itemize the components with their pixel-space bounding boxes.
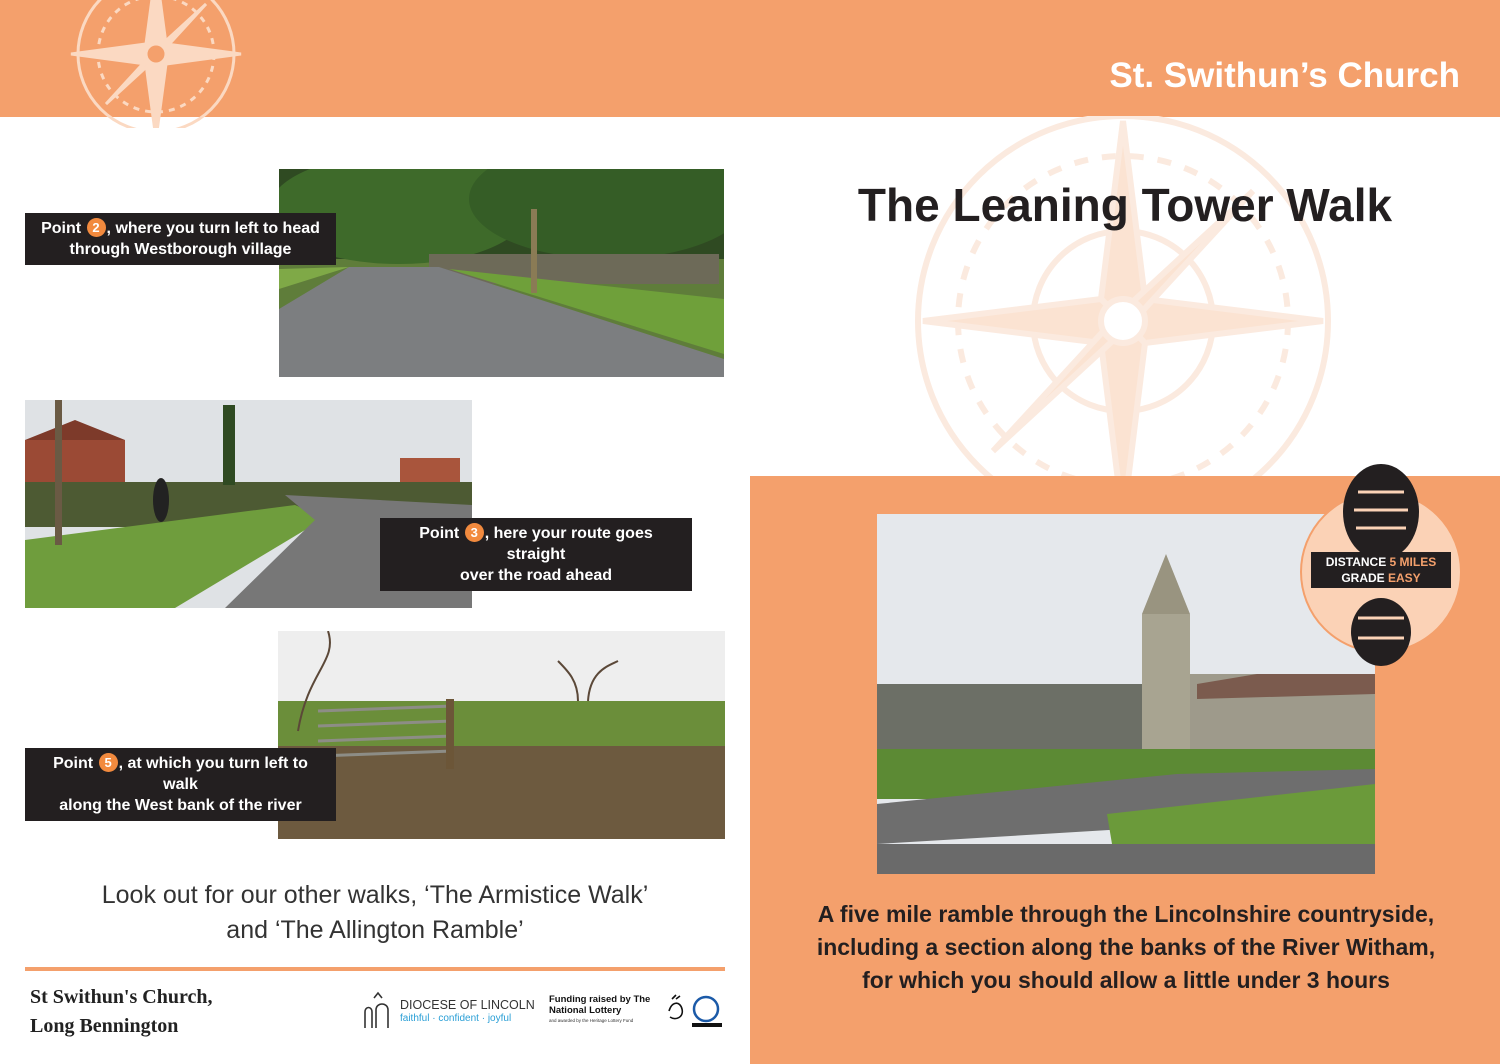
caption-point-5 <box>25 748 336 821</box>
grade-value: EASY <box>1388 571 1421 585</box>
distance-value: 5 MILES <box>1389 555 1437 569</box>
caption-text: , where you turn left to head <box>106 220 320 237</box>
church-arch-icon <box>362 990 394 1030</box>
point-number-badge: 3 <box>465 523 484 542</box>
church-name-line1: St Swithun's Church, <box>30 986 213 1008</box>
photo-westborough-lane <box>279 169 724 377</box>
header-band <box>0 0 1500 117</box>
walk-description <box>770 898 1482 997</box>
caption-prefix: Point <box>419 525 460 542</box>
diocese-logo <box>362 990 535 1030</box>
caption-text: , at which you turn left to walk <box>118 755 308 793</box>
caption-text-line2: over the road ahead <box>459 567 613 584</box>
divider <box>25 967 725 971</box>
caption-point-3 <box>380 518 692 591</box>
caption-text: , here your route goes straight <box>484 525 653 563</box>
header-title: St. Swithun’s Church <box>1109 56 1460 95</box>
lottery-funding-subtext: and awarded by the Heritage Lottery Fund <box>549 1018 634 1023</box>
grade-label: GRADE <box>1341 571 1385 585</box>
other-walks-note <box>25 878 725 948</box>
point-number-badge: 2 <box>87 218 106 237</box>
caption-point-2 <box>25 213 336 265</box>
distance-label: DISTANCE <box>1325 555 1387 569</box>
walk-description-line2: including a section along the banks of the River Witham, <box>816 934 1436 960</box>
walk-title: The Leaning Tower Walk <box>857 179 1393 231</box>
other-walks-line2: and ‘The Allington Ramble’ <box>226 916 524 944</box>
compass-rose-icon <box>28 0 278 128</box>
caption-prefix: Point <box>53 755 94 772</box>
diocese-name: DIOCESE OF LINCOLN <box>400 998 535 1012</box>
church-name-line2: Long Bennington <box>30 1015 179 1037</box>
walk-description-line1: A five mile ramble through the Lincolnshire countryside, <box>817 901 1435 927</box>
caption-text-line2: along the West bank of the river <box>59 797 302 814</box>
walk-description-line3: for which you should allow a little under 3 hours <box>862 967 1390 993</box>
caption-prefix: Point <box>41 220 82 237</box>
lottery-funding-text: Funding raised by The National Lottery <box>549 994 651 1016</box>
lottery-logos-icon <box>664 993 724 1031</box>
photo-river-gate <box>278 631 725 839</box>
point-number-badge: 5 <box>99 753 118 772</box>
caption-text-line2: through Westborough village <box>69 241 292 258</box>
other-walks-line1: Look out for our other walks, ‘The Armistice Walk’ <box>101 881 649 909</box>
distance-grade-label <box>1311 552 1451 588</box>
diocese-tagline: faithful · confident · joyful <box>400 1013 512 1024</box>
church-name <box>30 983 212 1041</box>
compass-watermark-icon <box>830 116 1420 476</box>
